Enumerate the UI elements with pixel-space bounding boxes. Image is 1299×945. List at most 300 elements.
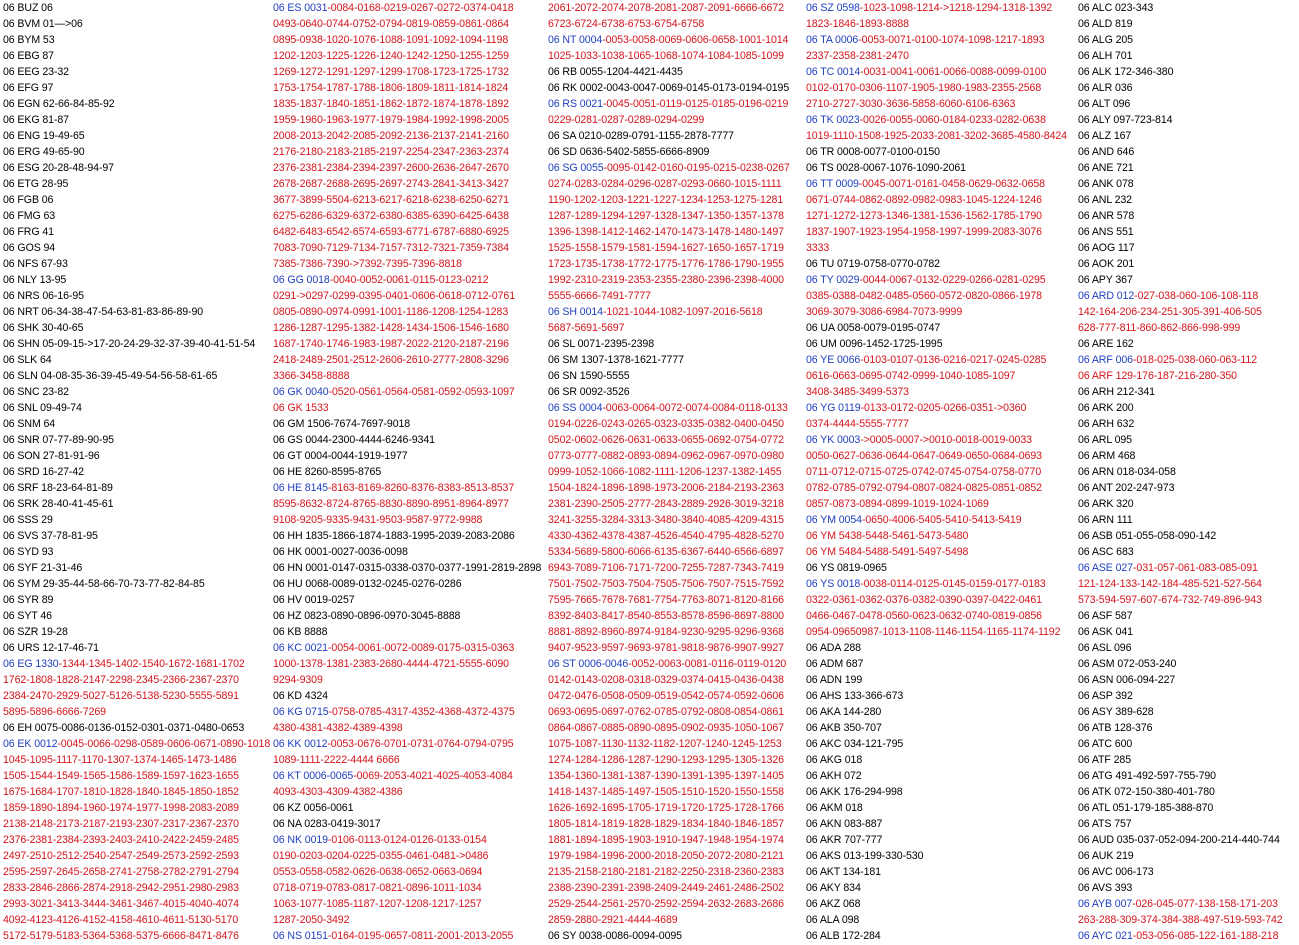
listing-line bbox=[806, 256, 1078, 272]
plate-entry: 06 ARK 320 bbox=[1078, 498, 1134, 510]
listing-line bbox=[548, 304, 806, 320]
plate-entry: 06 SYT 46 bbox=[3, 610, 52, 622]
listing-line bbox=[1078, 416, 1299, 432]
plate-entry: 06 ALZ 167 bbox=[1078, 130, 1132, 142]
number-list: 8595-8632-8724-8765-8830-8890-8951-8964-8977 bbox=[273, 498, 509, 510]
series-prefix: 06 AYC 021 bbox=[1078, 930, 1133, 942]
listing-line bbox=[273, 368, 548, 384]
number-list: 2135-2158-2180-2181-2182-2250-2318-2360-2383 bbox=[548, 866, 784, 878]
listing-line bbox=[273, 80, 548, 96]
number-list: 1687-1740-1746-1983-1987-2022-2120-2187-2196 bbox=[273, 338, 509, 350]
plate-entry: 06 ATB 128-376 bbox=[1078, 722, 1153, 734]
listing-line bbox=[806, 544, 1078, 560]
number-list: 2376-2381-2384-2393-2403-2410-2422-2459-2485 bbox=[3, 834, 239, 846]
plate-entry: 06 EBG 87 bbox=[3, 50, 54, 62]
listing-line bbox=[3, 16, 273, 32]
listing-line bbox=[273, 240, 548, 256]
plate-entry: 06 GS 0044-2300-4444-6246-9341 bbox=[273, 434, 435, 446]
listing-line bbox=[3, 464, 273, 480]
number-list: 0385-0388-0482-0485-0560-0572-0820-0866-1978 bbox=[806, 290, 1042, 302]
listing-line bbox=[806, 560, 1078, 576]
number-list: 0472-0476-0508-0509-0519-0542-0574-0592-0606 bbox=[548, 690, 784, 702]
series-prefix: 06 GK 0040 bbox=[273, 386, 329, 398]
series-prefix: 06 KK 0012 bbox=[273, 738, 328, 750]
plate-entry: 06 AKY 834 bbox=[806, 882, 861, 894]
plate-entry: 06 SZR 19-28 bbox=[3, 626, 68, 638]
plate-entry: 06 ARM 468 bbox=[1078, 450, 1136, 462]
series-prefix: 06 RS 0021 bbox=[548, 98, 603, 110]
listing-line bbox=[273, 784, 548, 800]
number-list: 0291->0297-0299-0395-0401-0606-0618-0712-0761 bbox=[273, 290, 516, 302]
number-list: -0095-0142-0160-0195-0215-0238-0267 bbox=[603, 162, 790, 174]
listing-line bbox=[3, 384, 273, 400]
plate-entry: 06 ALG 205 bbox=[1078, 34, 1133, 46]
listing-line bbox=[548, 464, 806, 480]
number-list: 0718-0719-0783-0817-0821-0896-1011-1034 bbox=[273, 882, 482, 894]
listing-line bbox=[3, 576, 273, 592]
listing-line bbox=[548, 784, 806, 800]
listing-line bbox=[548, 0, 806, 16]
number-list: -0063-0064-0072-0074-0084-0118-0133 bbox=[602, 402, 788, 414]
number-list: 6723-6724-6738-6753-6754-6758 bbox=[548, 18, 705, 30]
listing-line bbox=[3, 64, 273, 80]
plate-entry: 06 AVS 393 bbox=[1078, 882, 1133, 894]
listing-line bbox=[806, 0, 1078, 16]
listing-line bbox=[806, 688, 1078, 704]
listing-line bbox=[1078, 544, 1299, 560]
number-list: 0194-0226-0243-0265-0323-0335-0382-0400-0450 bbox=[548, 418, 784, 430]
plate-entry: 06 TS 0028-0067-1076-1090-2061 bbox=[806, 162, 966, 174]
listing-line bbox=[273, 496, 548, 512]
series-prefix: 06 NT 0004 bbox=[548, 34, 603, 46]
number-list: -0053-0071-0100-1074-1098-1217-1893 bbox=[858, 34, 1045, 46]
listing-line bbox=[1078, 608, 1299, 624]
listing-line bbox=[548, 192, 806, 208]
number-list: 6275-6286-6329-6372-6380-6385-6390-6425-6438 bbox=[273, 210, 509, 222]
listing-line bbox=[1078, 560, 1299, 576]
series-prefix: 06 YK 0003 bbox=[806, 434, 861, 446]
series-prefix: 06 SH 0014 bbox=[548, 306, 603, 318]
plate-entry: 06 SSS 29 bbox=[3, 514, 53, 526]
listing-line bbox=[1078, 784, 1299, 800]
listing-line bbox=[273, 640, 548, 656]
plate-entry: 06 ANR 578 bbox=[1078, 210, 1135, 222]
listing-line bbox=[806, 448, 1078, 464]
number-list: 1979-1984-1996-2000-2018-2050-2072-2080-2121 bbox=[548, 850, 784, 862]
listing-line bbox=[273, 800, 548, 816]
number-list: 0142-0143-0208-0318-0329-0374-0415-0436-0438 bbox=[548, 674, 784, 686]
listing-line bbox=[548, 288, 806, 304]
plate-entry: 06 ATC 600 bbox=[1078, 738, 1133, 750]
number-list: 1675-1684-1707-1810-1828-1840-1845-1850-1852 bbox=[3, 786, 239, 798]
listing-line bbox=[548, 512, 806, 528]
number-list: -0026-0055-0060-0184-0233-0282-0638 bbox=[859, 114, 1046, 126]
listing-line bbox=[548, 384, 806, 400]
plate-entry: 06 SHN 05-09-15->17-20-24-29-32-37-39-40-41-51-54 bbox=[3, 338, 256, 350]
listing-line bbox=[3, 544, 273, 560]
number-list: 0773-0777-0882-0893-0894-0962-0967-0970-0980 bbox=[548, 450, 784, 462]
number-list: 1504-1824-1896-1898-1973-2006-2184-2193-2363 bbox=[548, 482, 784, 494]
plate-entry: 06 ANT 202-247-973 bbox=[1078, 482, 1175, 494]
plate-entry: 06 HU 0068-0089-0132-0245-0276-0286 bbox=[273, 578, 462, 590]
plate-entry: 06 AUD 035-037-052-094-200-214-440-744 bbox=[1078, 834, 1280, 846]
listing-line bbox=[3, 128, 273, 144]
number-list: -1023-1098-1214->1218-1294-1318-1392 bbox=[859, 2, 1053, 14]
number-list: 3677-3899-5504-6213-6217-6218-6238-6250-6271 bbox=[273, 194, 509, 206]
listing-line bbox=[1078, 144, 1299, 160]
plate-entry: 06 GT 0004-0044-1919-1977 bbox=[273, 450, 408, 462]
number-list: 1045-1095-1117-1170-1307-1374-1465-1473-1486 bbox=[3, 754, 237, 766]
listing-line bbox=[1078, 80, 1299, 96]
listing-line bbox=[273, 64, 548, 80]
listing-line bbox=[806, 720, 1078, 736]
listing-line bbox=[273, 656, 548, 672]
plate-entry: 06 ALT 096 bbox=[1078, 98, 1131, 110]
plate-entry: 06 ARE 162 bbox=[1078, 338, 1134, 350]
number-list: -0069-2053-4021-4025-4053-4084 bbox=[353, 770, 513, 782]
listing-line bbox=[1078, 464, 1299, 480]
number-list: 1805-1814-1819-1828-1829-1834-1840-1846-1857 bbox=[548, 818, 784, 830]
listing-line bbox=[273, 896, 548, 912]
listing-line bbox=[548, 864, 806, 880]
number-list: 1396-1398-1412-1462-1470-1473-1478-1480-1497 bbox=[548, 226, 784, 238]
listing-line bbox=[548, 576, 806, 592]
listing-column-4 bbox=[806, 0, 1078, 945]
plate-entry: 06 SHK 30-40-65 bbox=[3, 322, 84, 334]
listing-line bbox=[1078, 112, 1299, 128]
listing-line bbox=[548, 608, 806, 624]
plate-entry: 06 ANK 078 bbox=[1078, 178, 1134, 190]
number-list: 2993-3021-3413-3444-3461-3467-4015-4040-4074 bbox=[3, 898, 239, 910]
number-list: 4093-4303-4309-4382-4386 bbox=[273, 786, 403, 798]
plate-entry: 06 ANE 721 bbox=[1078, 162, 1134, 174]
listing-line bbox=[548, 160, 806, 176]
number-list: -0164-0195-0657-0811-2001-2013-2055 bbox=[327, 930, 514, 942]
listing-line bbox=[548, 336, 806, 352]
number-list: 0895-0938-1020-1076-1088-1091-1092-1094-1198 bbox=[273, 34, 509, 46]
listing-line bbox=[273, 448, 548, 464]
number-list: 1881-1894-1895-1903-1910-1947-1948-1954-1974 bbox=[548, 834, 784, 846]
plate-entry: 06 ALK 172-346-380 bbox=[1078, 66, 1174, 78]
listing-line bbox=[1078, 304, 1299, 320]
plate-entry: 06 NLY 13-95 bbox=[3, 274, 67, 286]
listing-line bbox=[548, 656, 806, 672]
plate-entry: 06 UA 0058-0079-0195-0747 bbox=[806, 322, 941, 334]
listing-line bbox=[3, 208, 273, 224]
plate-entry: 06 ALH 701 bbox=[1078, 50, 1133, 62]
plate-entry: 06 AKH 072 bbox=[806, 770, 862, 782]
number-list: -0045-0066-0298-0589-0606-0671-0890-1018 bbox=[57, 738, 271, 750]
listing-line bbox=[1078, 192, 1299, 208]
listing-line bbox=[273, 528, 548, 544]
number-list: 9407-9523-9597-9693-9781-9818-9876-9907-9927 bbox=[548, 642, 784, 654]
number-list: 1287-1289-1294-1297-1328-1347-1350-1357-1378 bbox=[548, 210, 784, 222]
listing-line bbox=[3, 848, 273, 864]
listing-line bbox=[548, 176, 806, 192]
listing-line bbox=[548, 448, 806, 464]
plate-entry: 06 ARH 632 bbox=[1078, 418, 1135, 430]
listing-line bbox=[806, 656, 1078, 672]
listing-line bbox=[548, 640, 806, 656]
plate-entry: 06 AKK 176-294-998 bbox=[806, 786, 903, 798]
listing-line bbox=[3, 784, 273, 800]
number-list: 7595-7665-7678-7681-7754-7763-8071-8120-8166 bbox=[548, 594, 784, 606]
listing-line bbox=[806, 192, 1078, 208]
listing-line bbox=[806, 816, 1078, 832]
series-prefix: 06 NK 0019 bbox=[273, 834, 328, 846]
number-list: 0229-0281-0287-0289-0294-0299 bbox=[548, 114, 705, 126]
series-prefix: 06 TA 0006 bbox=[806, 34, 859, 46]
plate-entry: 06 AKM 018 bbox=[806, 802, 863, 814]
number-list: 0782-0785-0792-0794-0807-0824-0825-0851-0852 bbox=[806, 482, 1042, 494]
number-list: 1859-1890-1894-1960-1974-1977-1998-2083-2089 bbox=[3, 802, 239, 814]
listing-line bbox=[806, 896, 1078, 912]
listing-line bbox=[1078, 624, 1299, 640]
listing-line bbox=[548, 416, 806, 432]
listing-line bbox=[548, 400, 806, 416]
number-list: 2595-2597-2645-2658-2741-2758-2782-2791-2794 bbox=[3, 866, 239, 878]
number-list: 1025-1033-1038-1065-1068-1074-1084-1085-1099 bbox=[548, 50, 784, 62]
listing-line bbox=[273, 832, 548, 848]
listing-line bbox=[3, 144, 273, 160]
listing-line bbox=[806, 928, 1078, 944]
plate-entry: 06 ATL 051-179-185-388-870 bbox=[1078, 802, 1214, 814]
listing-line bbox=[806, 416, 1078, 432]
listing-line bbox=[1078, 672, 1299, 688]
plate-entry: 06 ARL 095 bbox=[1078, 434, 1132, 446]
plate-entry: 06 ENG 19-49-65 bbox=[3, 130, 85, 142]
plate-entry: 06 AKB 350-707 bbox=[806, 722, 882, 734]
listing-line bbox=[3, 608, 273, 624]
plate-entry: 06 ARN 111 bbox=[1078, 514, 1133, 526]
listing-line bbox=[3, 512, 273, 528]
number-list: -0103-0107-0136-0216-0217-0245-0285 bbox=[860, 354, 1047, 366]
plate-entry: 06 ALC 023-343 bbox=[1078, 2, 1154, 14]
plate-entry: 06 SM 1307-1378-1621-7777 bbox=[548, 354, 684, 366]
number-list: 1286-1287-1295-1382-1428-1434-1506-1546-1680 bbox=[273, 322, 509, 334]
number-list: 1959-1960-1963-1977-1979-1984-1992-1998-2005 bbox=[273, 114, 509, 126]
plate-entry: 06 ANS 551 bbox=[1078, 226, 1134, 238]
listing-line bbox=[1078, 352, 1299, 368]
listing-line bbox=[3, 752, 273, 768]
number-list: 1723-1735-1738-1772-1775-1776-1786-1790-1955 bbox=[548, 258, 784, 270]
plate-entry: 06 ATS 757 bbox=[1078, 818, 1132, 830]
listing-line bbox=[806, 336, 1078, 352]
plate-entry: 06 SNC 23-82 bbox=[3, 386, 69, 398]
listing-line bbox=[1078, 496, 1299, 512]
plate-entry: 06 KB 8888 bbox=[273, 626, 328, 638]
number-list: 1418-1437-1485-1497-1505-1510-1520-1550-1558 bbox=[548, 786, 784, 798]
series-prefix: 06 SG 0055 bbox=[548, 162, 604, 174]
plate-entry: 06 AKT 134-181 bbox=[806, 866, 881, 878]
listing-line bbox=[273, 416, 548, 432]
plate-entry: 06 AOG 117 bbox=[1078, 242, 1135, 254]
listing-line bbox=[548, 112, 806, 128]
listing-column-2 bbox=[273, 0, 548, 945]
plate-entry: 06 AUK 219 bbox=[1078, 850, 1134, 862]
listing-line bbox=[806, 384, 1078, 400]
plate-entry: 06 ESG 20-28-48-94-97 bbox=[3, 162, 114, 174]
listing-line bbox=[1078, 720, 1299, 736]
listing-line bbox=[806, 224, 1078, 240]
listing-line bbox=[1078, 432, 1299, 448]
number-list: 2388-2390-2391-2398-2409-2449-2461-2486-2502 bbox=[548, 882, 784, 894]
listing-line bbox=[548, 736, 806, 752]
listing-line bbox=[3, 160, 273, 176]
series-prefix: 06 ARF 006 bbox=[1078, 354, 1133, 366]
number-list: 1762-1808-1828-2147-2298-2345-2366-2367-2370 bbox=[3, 674, 239, 686]
listing-line bbox=[806, 752, 1078, 768]
listing-line bbox=[3, 272, 273, 288]
series-prefix: 06 YS 0018 bbox=[806, 578, 861, 590]
number-list: 1525-1558-1579-1581-1594-1627-1650-1657-1719 bbox=[548, 242, 784, 254]
listing-line bbox=[273, 912, 548, 928]
number-list: 3241-3255-3284-3313-3480-3840-4085-4209-4315 bbox=[548, 514, 784, 526]
number-list: 4092-4123-4126-4152-4158-4610-4611-5130-5170 bbox=[3, 914, 239, 926]
series-prefix: 06 EG 1330 bbox=[3, 658, 59, 670]
number-list: -0084-0168-0219-0267-0272-0374-0418 bbox=[327, 2, 514, 14]
listing-line bbox=[806, 672, 1078, 688]
plate-entry: 06 EEG 23-32 bbox=[3, 66, 69, 78]
listing-line bbox=[273, 736, 548, 752]
listing-line bbox=[273, 544, 548, 560]
plate-entry: 06 GOS 94 bbox=[3, 242, 56, 254]
listing-line bbox=[806, 464, 1078, 480]
listing-line bbox=[806, 592, 1078, 608]
listing-line bbox=[1078, 64, 1299, 80]
number-list: 2384-2470-2929-5027-5126-5138-5230-5555-5891 bbox=[3, 690, 239, 702]
plate-entry: 06 ASL 096 bbox=[1078, 642, 1132, 654]
number-list: 0466-0467-0478-0560-0623-0632-0740-0819-0856 bbox=[806, 610, 1042, 622]
listing-line bbox=[273, 352, 548, 368]
listing-line bbox=[3, 240, 273, 256]
listing-line bbox=[806, 480, 1078, 496]
listing-line bbox=[1078, 256, 1299, 272]
number-list: 0999-1052-1066-1082-1111-1206-1237-1382-1455 bbox=[548, 466, 782, 478]
listing-line bbox=[273, 624, 548, 640]
plate-entry: 06 SRK 28-40-41-45-61 bbox=[3, 498, 114, 510]
plate-entry: 06 ARH 212-341 bbox=[1078, 386, 1155, 398]
listing-column-5 bbox=[1078, 0, 1299, 945]
plate-entry: 06 EFG 97 bbox=[3, 82, 54, 94]
listing-line bbox=[806, 832, 1078, 848]
number-list: 3408-3485-3499-5373 bbox=[806, 386, 909, 398]
number-list: 4330-4362-4378-4387-4526-4540-4795-4828-5270 bbox=[548, 530, 784, 542]
number-list: 8392-8403-8417-8540-8553-8578-8596-8697-8800 bbox=[548, 610, 784, 622]
listing-line bbox=[273, 32, 548, 48]
plate-entry: 06 HN 0001-0147-0315-0338-0370-0377-1991-2819-2898 bbox=[273, 562, 542, 574]
listing-line bbox=[3, 800, 273, 816]
listing-line bbox=[806, 704, 1078, 720]
number-list: 3333 bbox=[806, 242, 830, 254]
listing-line bbox=[806, 240, 1078, 256]
plate-entry: 06 FRG 41 bbox=[3, 226, 54, 238]
listing-line bbox=[1078, 384, 1299, 400]
listing-line bbox=[806, 736, 1078, 752]
listing-line bbox=[548, 704, 806, 720]
plate-entry: 06 SD 0636-5402-5855-6666-8909 bbox=[548, 146, 710, 158]
plate-entry: 06 SN 1590-5555 bbox=[548, 370, 630, 382]
listing-line bbox=[806, 304, 1078, 320]
number-list: 142-164-206-234-251-305-391-406-505 bbox=[1078, 306, 1262, 318]
listing-line bbox=[273, 288, 548, 304]
plate-entry: 06 HZ 0823-0890-0896-0970-3045-8888 bbox=[273, 610, 461, 622]
listing-line bbox=[806, 32, 1078, 48]
listing-line bbox=[806, 608, 1078, 624]
plate-entry: 06 EGN 62-66-84-85-92 bbox=[3, 98, 115, 110]
plate-entry: 06 SNM 64 bbox=[3, 418, 56, 430]
plate-entry: 06 SL 0071-2395-2398 bbox=[548, 338, 654, 350]
number-list: 0693-0695-0697-0762-0785-0792-0808-0854-0861 bbox=[548, 706, 784, 718]
listing-line bbox=[548, 768, 806, 784]
plate-entry: 06 AKS 013-199-330-530 bbox=[806, 850, 924, 862]
series-prefix: 06 HE 8145 bbox=[273, 482, 328, 494]
listing-line bbox=[3, 768, 273, 784]
plate-entry: 06 BYM 53 bbox=[3, 34, 55, 46]
plate-entry: 06 SLK 64 bbox=[3, 354, 52, 366]
number-list: 2833-2846-2866-2874-2918-2942-2951-2980-2983 bbox=[3, 882, 239, 894]
listing-line bbox=[273, 752, 548, 768]
plate-entry: 06 EH 0075-0086-0136-0152-0301-0371-0480-0653 bbox=[3, 722, 245, 734]
series-prefix: 06 TK 0023 bbox=[806, 114, 860, 126]
plate-entry: 06 ETG 28-95 bbox=[3, 178, 69, 190]
number-list: 2418-2489-2501-2512-2606-2610-2777-2808-3296 bbox=[273, 354, 509, 366]
number-list: 121-124-133-142-184-485-521-527-564 bbox=[1078, 578, 1262, 590]
listing-line bbox=[1078, 864, 1299, 880]
listing-line bbox=[1078, 176, 1299, 192]
number-list: -0758-0785-4317-4352-4368-4372-4375 bbox=[328, 706, 515, 718]
listing-line bbox=[273, 592, 548, 608]
listing-line bbox=[273, 816, 548, 832]
listing-line bbox=[273, 0, 548, 16]
plate-entry: 06 RB 0055-1204-4421-4435 bbox=[548, 66, 683, 78]
number-list: -026-045-077-138-158-171-203 bbox=[1132, 898, 1278, 910]
listing-line bbox=[806, 432, 1078, 448]
number-list: 0711-0712-0715-0725-0742-0745-0754-0758-0770 bbox=[806, 466, 1042, 478]
listing-line bbox=[1078, 0, 1299, 16]
listing-line bbox=[548, 560, 806, 576]
listing-column-3 bbox=[548, 0, 806, 945]
listing-line bbox=[806, 880, 1078, 896]
listing-line bbox=[1078, 896, 1299, 912]
plate-entry: 06 SNR 07-77-89-90-95 bbox=[3, 434, 114, 446]
series-prefix: 06 YG 0119 bbox=[806, 402, 861, 414]
listing-line bbox=[548, 592, 806, 608]
series-prefix: 06 SZ 0598 bbox=[806, 2, 860, 14]
number-list: 6482-6483-6542-6574-6593-6771-6787-6880-6925 bbox=[273, 226, 509, 238]
listing-line bbox=[3, 912, 273, 928]
plate-entry: 06 AOK 201 bbox=[1078, 258, 1135, 270]
number-list: 2859-2880-2921-4444-4689 bbox=[548, 914, 678, 926]
plate-entry: 06 FMG 63 bbox=[3, 210, 56, 222]
listing-line bbox=[806, 864, 1078, 880]
listing-line bbox=[3, 352, 273, 368]
number-list: 6943-7089-7106-7171-7200-7255-7287-7343-7419 bbox=[548, 562, 784, 574]
plate-entry: 06 TU 0719-0758-0770-0782 bbox=[806, 258, 940, 270]
listing-line bbox=[548, 80, 806, 96]
listing-line bbox=[1078, 448, 1299, 464]
listing-line bbox=[806, 640, 1078, 656]
plate-entry: 06 ARK 200 bbox=[1078, 402, 1134, 414]
series-prefix: 06 NS 0151 bbox=[273, 930, 328, 942]
plate-entry: 06 HH 1835-1866-1874-1883-1995-2039-2083-2086 bbox=[273, 530, 515, 542]
plate-entry: 06 SVS 37-78-81-95 bbox=[3, 530, 98, 542]
listing-line bbox=[1078, 912, 1299, 928]
listing-line bbox=[548, 752, 806, 768]
plate-entry: 06 SYM 29-35-44-58-66-70-73-77-82-84-85 bbox=[3, 578, 205, 590]
number-list: -0520-0561-0564-0581-0592-0593-1097 bbox=[328, 386, 515, 398]
plate-entry: 06 ERG 49-65-90 bbox=[3, 146, 85, 158]
